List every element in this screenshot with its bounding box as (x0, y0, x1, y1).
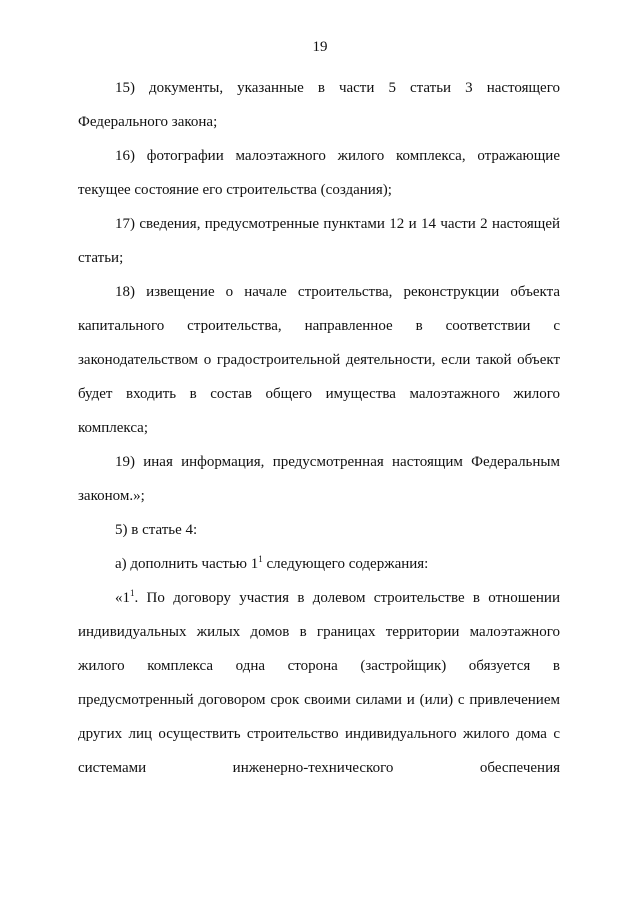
paragraph-item-a-add-part (78, 547, 560, 581)
paragraph-part-1-1-contract (78, 581, 560, 785)
paragraph-text-after: . По договору участия в долевом строительстве в отношении индивидуальных жилых домов в границах территории малоэтажного жилого комплекса одна сторона (застройщик) обязуется в предусмотренный договором срок своими силами и (или) с привлечением других лиц осуществить строительство индивидуального жилого дома с системами инженерно-технического обеспечения (78, 590, 560, 776)
paragraph-item-19: 19) иная информация, предусмотренная настоящим Федеральным законом.»; (78, 454, 560, 504)
paragraph-text-before: а) дополнить частью 1 (115, 556, 259, 572)
page-number: 19 (312, 39, 328, 55)
paragraph-item-17: 17) сведения, предусмотренные пунктами 12 и 14 части 2 настоящей статьи; (78, 216, 560, 266)
paragraph-item-5-article-4: 5) в статье 4: (115, 522, 198, 538)
paragraph-item-15: 15) документы, указанные в части 5 статьи 3 настоящего Федерального закона; (78, 80, 560, 130)
paragraph-item-18: 18) извещение о начале строительства, реконструкции объекта капитального строительства, направленное в соответствии с законодательством о градостроительной деятельности, если такой объект будет входить в состав общего имущества малоэтажного жилого комплекса; (78, 284, 560, 436)
superscript-index: 1 (258, 554, 263, 564)
paragraph-text-after: следующего содержания: (262, 556, 429, 572)
paragraph-item-16: 16) фотографии малоэтажного жилого комплекса, отражающие текущее состояние его строительства (создания); (78, 148, 560, 198)
superscript-index: 1 (130, 588, 135, 598)
paragraph-text-before: «1 (115, 590, 130, 606)
document-body (78, 71, 560, 785)
